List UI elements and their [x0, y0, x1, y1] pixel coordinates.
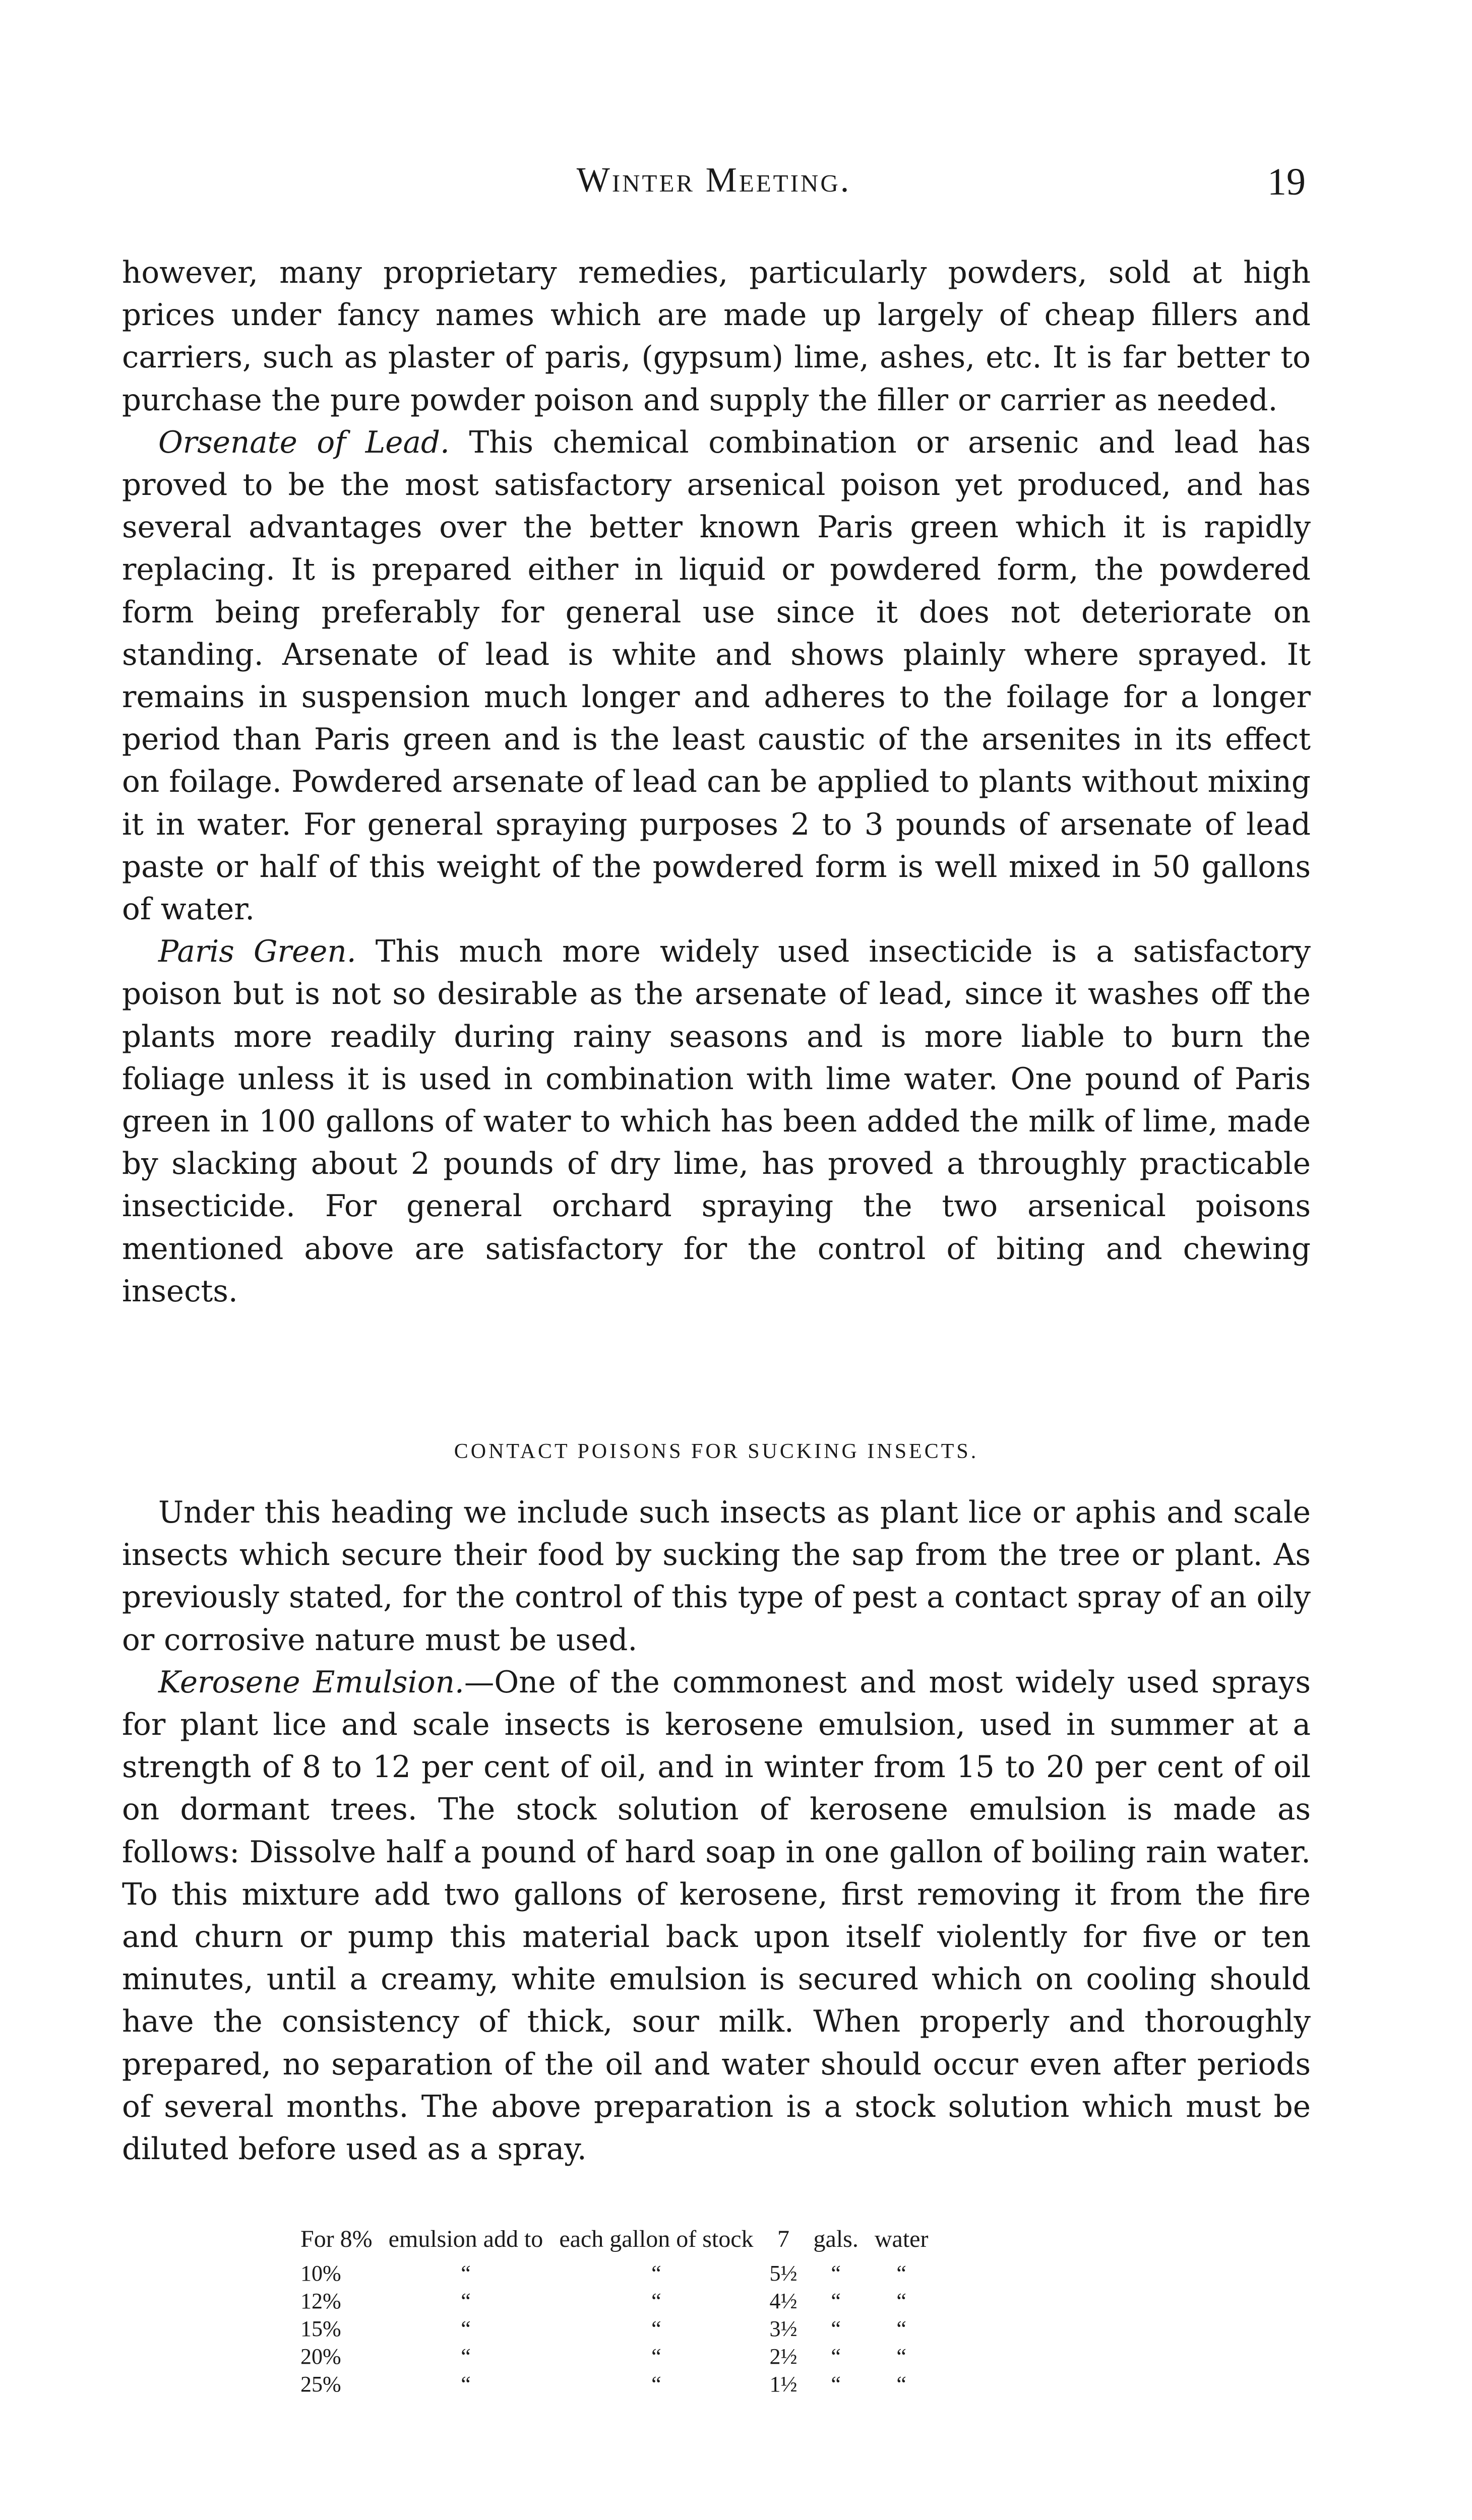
phrase-cell: each gallon of stock [559, 2226, 754, 2252]
amount-cell: 4½ [769, 2289, 798, 2313]
running-title: Winter Meeting. [576, 161, 851, 200]
paragraph-arsenate-of-lead [122, 422, 1311, 931]
ditto-cell: “ [896, 2372, 906, 2397]
paragraph-kerosene-emulsion [122, 1662, 1311, 2171]
ditto-cell: “ [831, 2261, 841, 2286]
paragraph-text: —One of the commonest and most widely used sprays for plant lice and scale insects is kerosene emulsion, used in summer at a strength of 8 to 12 per cent of oil, and in winter from 15 to 20 per cent of oil on dormant trees. The stock solution of kerosene emulsion is made as follows: Dissolve half a pound of hard soap in one gallon of boiling rain water. To this mixture add two gallons of kerosene, first removing it from the fire and churn or pump this material back upon itself violently for five or ten minutes, until a creamy, white emulsion is secured which on cooling should have the consistency of thick, sour milk. When properly and thoroughly prepared, no separation of the oil and water should occur even after periods of several months. The above preparation is a stock solution which must be diluted before used as a spray. [122, 1665, 1311, 2167]
ditto-cell: “ [896, 2261, 906, 2286]
ditto-cell: “ [896, 2289, 906, 2313]
ditto-cell: “ [651, 2289, 661, 2313]
text-block-contact-poisons [122, 1492, 1311, 2171]
amount-cell: 3½ [769, 2316, 798, 2341]
strength-cell: For 8% [300, 2226, 373, 2252]
strength-cell: 15% [300, 2316, 341, 2341]
ditto-cell: “ [461, 2372, 471, 2397]
dilution-table [292, 2225, 936, 2399]
paragraph-text: Under this heading we include such insects as plant lice or aphis and scale insects which secure their food by sucking the sap from the tree or plant. As previously stated, for the control of this type of pest a contact spray of an oily or corrosive nature must be used. [122, 1495, 1311, 1658]
ditto-cell: “ [651, 2261, 661, 2286]
ditto-cell: “ [896, 2344, 906, 2369]
table-row [292, 2225, 936, 2260]
table-row [292, 2344, 936, 2371]
paragraph-sucking-insects [122, 1492, 1311, 1662]
ditto-cell: “ [461, 2261, 471, 2286]
ditto-cell: “ [831, 2372, 841, 2397]
page-number: 19 [1267, 161, 1306, 203]
table-row [292, 2316, 936, 2344]
amount-cell: 7 [777, 2226, 790, 2252]
ditto-cell: “ [651, 2344, 661, 2369]
paragraph-title: Kerosene Emulsion. [158, 1665, 464, 1700]
paragraph-paris-green [122, 931, 1311, 1313]
paragraph-text: however, many proprietary remedies, particularly powders, sold at high prices under fancy names which are made up largely of cheap fillers and carriers, such as plaster of paris, (gypsum) lime, ashes, etc. It is far better to purchase the pure powder poison and supply the filler or carrier as needed. [122, 256, 1311, 418]
ditto-cell: “ [651, 2372, 661, 2397]
ditto-cell: “ [896, 2316, 906, 2341]
ditto-cell: “ [461, 2289, 471, 2313]
section-heading: CONTACT POISONS FOR SUCKING INSECTS. [454, 1440, 979, 1463]
table-row [292, 2371, 936, 2399]
ditto-cell: “ [461, 2316, 471, 2341]
table-row [292, 2260, 936, 2288]
paragraph-title: Orsenate of Lead. [158, 425, 450, 460]
ditto-cell: “ [831, 2316, 841, 2341]
ditto-cell: “ [461, 2344, 471, 2369]
ditto-cell: “ [831, 2289, 841, 2313]
strength-cell: 12% [300, 2289, 341, 2313]
unit-cell: gals. [813, 2226, 858, 2252]
paragraph-title: Paris Green. [158, 934, 356, 970]
strength-cell: 20% [300, 2344, 341, 2369]
paragraph-proprietary-remedies [122, 252, 1311, 422]
paragraph-text: This chemical combination or arsenic and lead has proved to be the most satisfactory arsenical poison yet produced, and has several advantages over the better known Paris green which it is rapidly replacing. It is prepared either in liquid or powdered form, the powdered form being preferably for general use since it does not deteriorate on standing. Arsenate of lead is white and shows plainly where sprayed. It remains in suspension much longer and adheres to the foilage for a longer period than Paris green and is the least caustic of the arsenites in its effect on foilage. Powdered arsenate of lead can be applied to plants without mixing it in water. For general spraying purposes 2 to 3 pounds of arsenate of lead paste or half of this weight of the powdered form is well mixed in 50 gallons of water. [122, 425, 1311, 927]
running-head [122, 160, 1306, 206]
strength-cell: 25% [300, 2372, 341, 2397]
ditto-cell: “ [831, 2344, 841, 2369]
ditto-cell: “ [651, 2316, 661, 2341]
amount-cell: 2½ [769, 2344, 798, 2369]
strength-cell: 10% [300, 2261, 341, 2286]
unit-cell: water [874, 2226, 929, 2252]
table-row [292, 2288, 936, 2316]
phrase-cell: emulsion add to [388, 2226, 543, 2252]
amount-cell: 1½ [769, 2372, 798, 2397]
amount-cell: 5½ [769, 2261, 798, 2286]
paragraph-text: This much more widely used insecticide is a satisfactory poison but is not so desirable as the arsenate of lead, since it washes off the plants more readily during rainy seasons and is more liable to burn the foliage unless it is used in combination with lime water. One pound of Paris green in 100 gallons of water to which has been added the milk of lime, made by slacking about 2 pounds of dry lime, has proved a throughly practicable insecticide. For general orchard spraying the two arsenical poisons mentioned above are satisfactory for the control of biting and chewing insects. [122, 934, 1311, 1309]
text-block-arsenical-poisons [122, 252, 1311, 1313]
